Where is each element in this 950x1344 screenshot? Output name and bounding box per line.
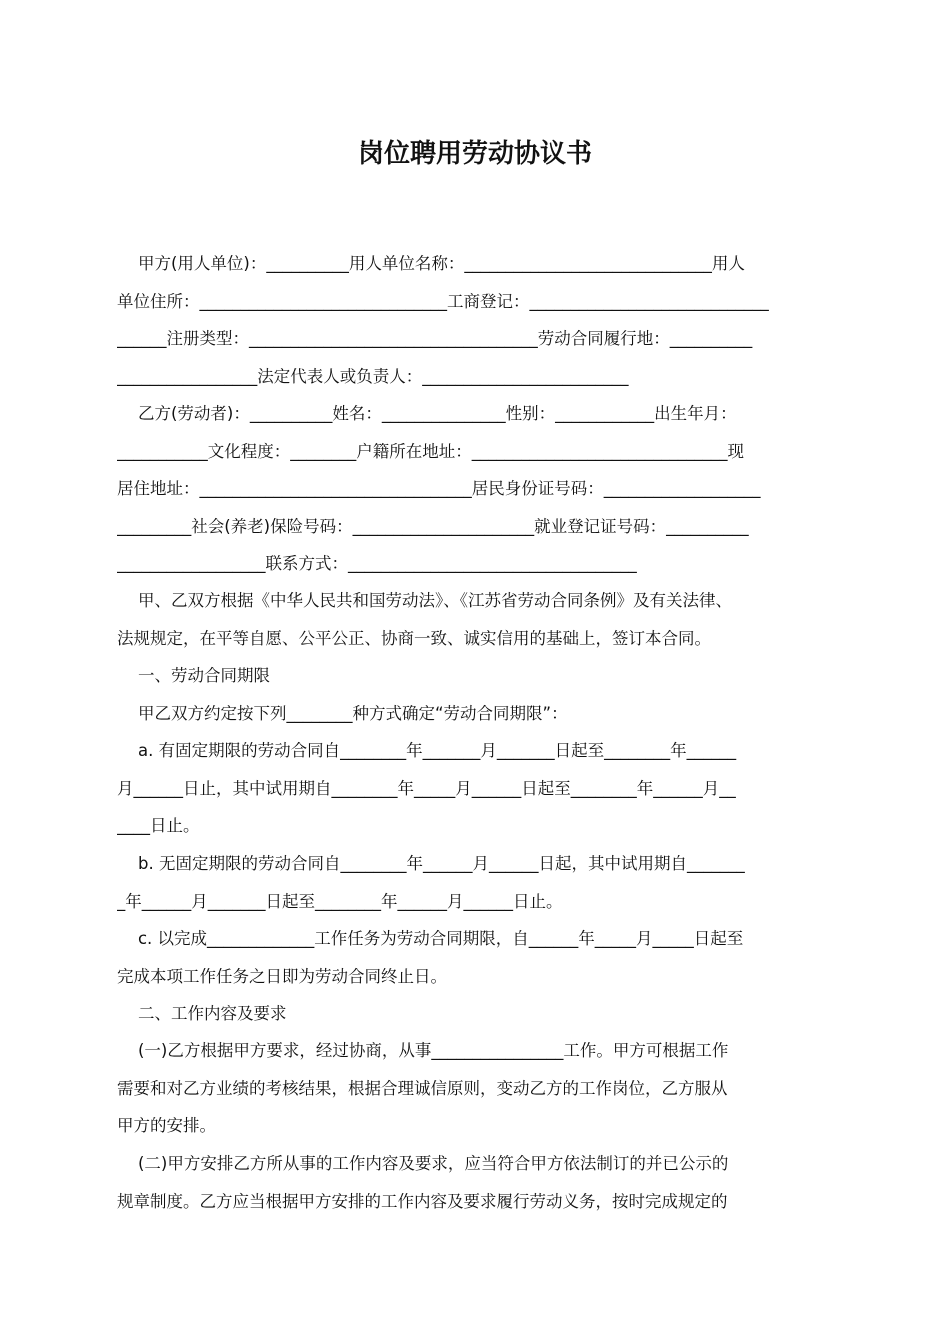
paragraph-line: _________________法定代表人或负责人：_________________________: [117, 366, 629, 386]
paragraph-line: 规章制度。乙方应当根据甲方安排的工作内容及要求履行劳动义务，按时完成规定的: [117, 1191, 728, 1211]
paragraph: [117, 657, 837, 695]
paragraph-line: 甲方的安排。: [117, 1116, 216, 1135]
paragraph: [117, 1032, 837, 1145]
paragraph-line: 一、劳动合同期限: [117, 666, 270, 685]
paragraph-line: 甲、乙双方根据《中华人民共和国劳动法》、《江苏省劳动合同条例》及有关法律、: [117, 591, 732, 610]
paragraph-line: 单位住所：______________________________工商登记：_____________________________: [117, 291, 769, 311]
paragraph: [117, 695, 837, 733]
paragraph-line: __________________联系方式：___________________________________: [117, 554, 637, 573]
paragraph-line: b. 无固定期限的劳动合同自________年______月______日起，其中试用期自_______: [117, 854, 745, 873]
document-title: 岗位聘用劳动协议书: [357, 139, 592, 169]
paragraph: [117, 845, 837, 920]
paragraph-line: 需要和对乙方业绩的考核结果，根据合理诚信原则，变动乙方的工作岗位，乙方服从: [117, 1078, 728, 1098]
paragraph-line: ______注册类型：___________________________________劳动合同履行地：__________: [117, 329, 753, 348]
paragraph-line: 居住地址：_________________________________居民身份证号码：___________________: [117, 479, 761, 498]
paragraph-line: ___________文化程度：________户籍所在地址：_______________________________现: [117, 441, 744, 461]
paragraph-line: 完成本项工作任务之日即为劳动合同终止日。: [117, 966, 447, 986]
paragraph-line: (一)乙方根据甲方要求，经过协商，从事________________工作。甲方可根据工作: [117, 1041, 729, 1060]
paragraph-line: 月______日止，其中试用期自________年_____月______日起至________年______月__: [117, 778, 736, 798]
paragraph: [117, 920, 837, 995]
paragraph: [117, 732, 837, 845]
paragraph-line: 二、工作内容及要求: [117, 1004, 287, 1023]
paragraph: [117, 395, 837, 583]
paragraph: [117, 1145, 837, 1220]
paragraph-line: _________社会(养老)保险号码：______________________就业登记证号码：__________: [117, 516, 749, 536]
paragraph-line: c. 以完成_____________工作任务为劳动合同期限，自______年_____月_____日起至: [117, 929, 744, 948]
paragraph-line: ____日止。: [117, 816, 200, 835]
paragraph-line: 甲方(用人单位)：__________用人单位名称：______________________________用人: [117, 254, 745, 273]
paragraph: [117, 245, 837, 395]
paragraph: [117, 995, 837, 1033]
paragraph: [117, 582, 837, 657]
paragraph-line: (二)甲方安排乙方所从事的工作内容及要求，应当符合甲方依法制订的并已公示的: [117, 1154, 729, 1173]
paragraph-line: _年______月_______日起至________年______月______日止。: [117, 891, 563, 911]
paragraph-line: 甲乙双方约定按下列________种方式确定“劳动合同期限”：: [117, 704, 568, 723]
paragraph-line: 法规规定，在平等自愿、公平公正、协商一致、诚实信用的基础上，签订本合同。: [117, 628, 711, 648]
paragraph-line: 乙方(劳动者)：__________姓名：_______________性别：____________出生年月：: [117, 404, 737, 423]
paragraph-line: a. 有固定期限的劳动合同自________年_______月_______日起至________年______: [117, 741, 737, 760]
